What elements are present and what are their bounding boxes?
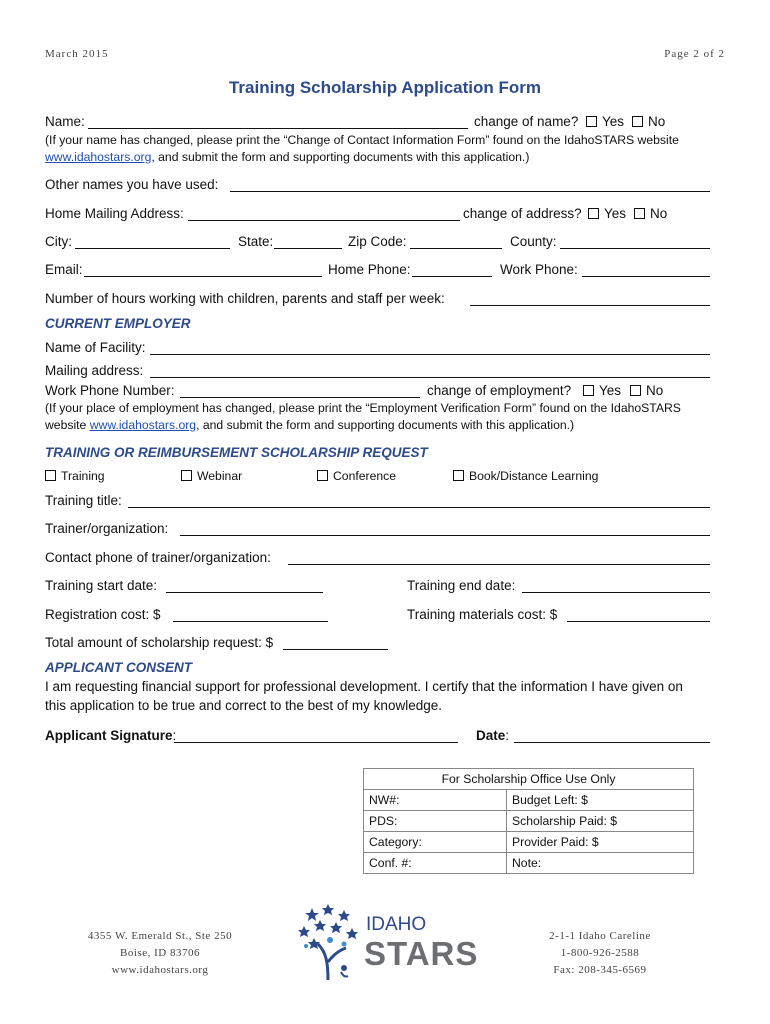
header-page: Page 2 of 2 xyxy=(664,48,725,60)
employer-note-line1: (If your place of employment has changed, please print the “Employment Verification Form” found on the IdahoSTARS xyxy=(45,401,681,415)
no-label: No xyxy=(650,206,668,221)
table-row: Conf. #: Note: xyxy=(364,853,694,874)
training-option-label: Training xyxy=(61,469,105,483)
home-address-field[interactable] xyxy=(188,206,460,221)
home-phone-label: Home Phone: xyxy=(328,262,411,277)
start-date-label: Training start date: xyxy=(45,578,158,593)
total-amount-field[interactable] xyxy=(283,635,388,650)
date-label: Date xyxy=(476,728,506,743)
employment-change-yes-checkbox[interactable] xyxy=(583,385,594,396)
city-field[interactable] xyxy=(75,234,230,249)
end-date-field[interactable] xyxy=(522,578,710,593)
employer-note-line2: website www.idahostars.org, and submit the form and supporting documents with this application.) xyxy=(45,418,575,432)
yes-label: Yes xyxy=(602,114,625,129)
home-address-label: Home Mailing Address: xyxy=(45,206,184,221)
total-amount-label: Total amount of scholarship request: $ xyxy=(45,635,274,650)
other-names-label: Other names you have used: xyxy=(45,177,219,192)
facility-field[interactable] xyxy=(150,340,710,355)
registration-cost-label: Registration cost: $ xyxy=(45,607,161,622)
name-change-no-checkbox[interactable] xyxy=(632,116,643,127)
contact-phone-label: Contact phone of trainer/organization: xyxy=(45,550,271,565)
idahostars-link[interactable]: www.idahostars.org xyxy=(89,418,197,432)
start-date-field[interactable] xyxy=(166,578,323,593)
address-change-no-checkbox[interactable] xyxy=(634,208,645,219)
name-note-line1: (If your name has changed, please print the “Change of Contact Information Form” found on the IdahoSTARS website xyxy=(45,133,679,147)
no-label: No xyxy=(646,383,664,398)
work-phone-number-label: Work Phone Number: xyxy=(45,383,175,398)
yes-label: Yes xyxy=(599,383,622,398)
request-heading: TRAINING OR REIMBURSEMENT SCHOLARSHIP REQUEST xyxy=(45,445,428,460)
training-title-field[interactable] xyxy=(128,493,710,508)
yes-label: Yes xyxy=(604,206,627,221)
webinar-checkbox[interactable] xyxy=(181,470,192,481)
hours-field[interactable] xyxy=(470,291,710,306)
trainer-field[interactable] xyxy=(180,521,710,536)
footer-address: 4355 W. Emerald St., Ste 250 Boise, ID 83706 www.idahostars.org xyxy=(87,930,233,976)
webinar-option-label: Webinar xyxy=(197,469,243,483)
conference-option-label: Conference xyxy=(333,469,397,483)
county-label: County: xyxy=(510,234,557,249)
materials-cost-field[interactable] xyxy=(567,607,710,622)
footer-contact: 2-1-1 Idaho Careline 1-800-926-2588 Fax: 208-345-6569 xyxy=(549,930,651,976)
hours-label: Number of hours working with children, parents and staff per week: xyxy=(45,291,445,306)
email-label: Email: xyxy=(45,262,83,277)
zip-field[interactable] xyxy=(410,234,502,249)
conference-checkbox[interactable] xyxy=(317,470,328,481)
state-field[interactable] xyxy=(274,234,342,249)
idahostars-link[interactable]: www.idahostars.org xyxy=(45,150,152,164)
work-phone-number-field[interactable] xyxy=(180,383,420,398)
form-title: Training Scholarship Application Form xyxy=(228,78,541,97)
stars-tree-logo-icon xyxy=(298,902,362,980)
logo-text-idaho: IDAHO xyxy=(366,914,427,935)
signature-label: Applicant Signature xyxy=(45,728,173,743)
office-use-table xyxy=(363,768,694,874)
consent-line1: I am requesting financial support for professional development. I certify that the information I have given on xyxy=(45,679,683,694)
no-label: No xyxy=(648,114,666,129)
consent-heading: APPLICANT CONSENT xyxy=(45,660,193,675)
table-row: NW#: Budget Left: $ xyxy=(364,790,694,811)
table-row: PDS: Scholarship Paid: $ xyxy=(364,811,694,832)
date-field[interactable] xyxy=(514,728,710,743)
contact-phone-field[interactable] xyxy=(288,550,710,565)
county-field[interactable] xyxy=(560,234,710,249)
name-field[interactable] xyxy=(88,114,468,129)
zip-label: Zip Code: xyxy=(348,234,407,249)
table-row: Category: Provider Paid: $ xyxy=(364,832,694,853)
city-label: City: xyxy=(45,234,72,249)
mailing-field[interactable] xyxy=(150,363,710,378)
registration-cost-field[interactable] xyxy=(173,607,328,622)
name-label: Name: xyxy=(45,114,85,129)
signature-field[interactable] xyxy=(174,728,458,743)
book-distance-checkbox[interactable] xyxy=(453,470,464,481)
current-employer-heading: CURRENT EMPLOYER xyxy=(45,316,191,331)
state-label: State: xyxy=(238,234,274,249)
facility-label: Name of Facility: xyxy=(45,340,146,355)
training-checkbox[interactable] xyxy=(45,470,56,481)
name-note-line2: www.idahostars.org, and submit the form and supporting documents with this application.) xyxy=(45,150,530,164)
header-date: March 2015 xyxy=(45,48,109,60)
work-phone-label: Work Phone: xyxy=(500,262,578,277)
office-use-header: For Scholarship Office Use Only xyxy=(364,769,694,790)
work-phone-field[interactable] xyxy=(582,262,710,277)
name-change-yes-checkbox[interactable] xyxy=(586,116,597,127)
trainer-label: Trainer/organization: xyxy=(45,521,169,536)
training-title-label: Training title: xyxy=(45,493,122,508)
employment-change-label: change of employment? xyxy=(427,383,572,398)
email-field[interactable] xyxy=(84,262,322,277)
end-date-label: Training end date: xyxy=(407,578,516,593)
materials-cost-label: Training materials cost: $ xyxy=(407,607,558,622)
logo-text-stars: STARS xyxy=(364,935,479,972)
employment-change-no-checkbox[interactable] xyxy=(630,385,641,396)
address-change-label: change of address? xyxy=(463,206,582,221)
name-change-label: change of name? xyxy=(474,114,579,129)
mailing-label: Mailing address: xyxy=(45,363,144,378)
home-phone-field[interactable] xyxy=(412,262,492,277)
book-distance-option-label: Book/Distance Learning xyxy=(469,469,599,483)
consent-line2: this application to be true and correct to the best of my knowledge. xyxy=(45,698,442,713)
other-names-field[interactable] xyxy=(230,177,710,192)
address-change-yes-checkbox[interactable] xyxy=(588,208,599,219)
